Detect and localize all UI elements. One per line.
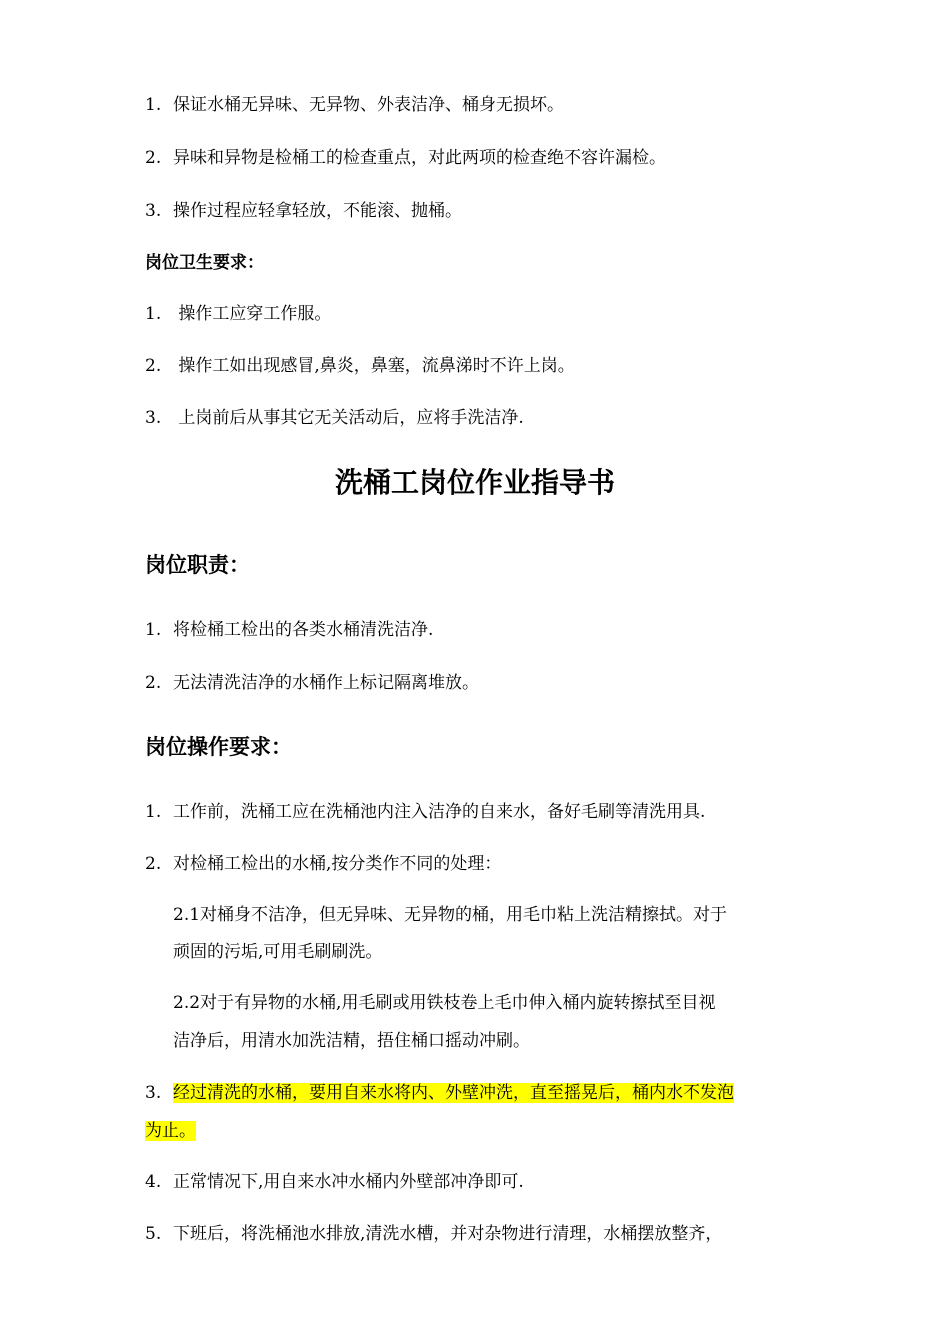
list-item: 5. 下班后，将洗桶池水排放,清洗水槽，并对杂物进行清理，水桶摆放整齐，: [145, 1224, 723, 1244]
list-item-highlighted: 3. 经过清洗的水桶，要用自来水将内、外壁冲洗，直至摇晃后，桶内水不发泡: [145, 1083, 734, 1103]
list-item: 4. 正常情况下,用自来水冲水桶内外壁部冲净即可.: [145, 1172, 524, 1192]
list-item: 3. 上岗前后从事其它无关活动后，应将手洗洁净.: [145, 408, 524, 428]
list-item: 2. 异味和异物是检桶工的检查重点，对此两项的检查绝不容许漏检。: [145, 148, 666, 168]
document-title: 洗桶工岗位作业指导书: [334, 466, 615, 499]
list-item: 1. 将检桶工检出的各类水桶清洗洁净.: [145, 620, 434, 640]
highlighted-text: 经过清洗的水桶，要用自来水将内、外壁冲洗，直至摇晃后，桶内水不发泡: [173, 1083, 734, 1103]
list-item: 1. 保证水桶无异味、无异物、外表洁净、桶身无损坏。: [145, 95, 564, 115]
hygiene-heading: 岗位卫生要求：: [145, 253, 264, 273]
list-item-highlighted-continuation: [145, 1119, 815, 1143]
list-item: 3. 操作过程应轻拿轻放，不能滚、抛桶。: [145, 201, 462, 221]
sub-item-2-1-line: 2.1对桶身不洁净，但无异味、无异物的桶，用毛巾粘上洗洁精擦拭。对于: [173, 905, 728, 925]
list-item: 1. 操作工应穿工作服。: [145, 304, 332, 324]
highlighted-text: 为止。: [145, 1121, 196, 1141]
sub-item-2-1-line: 顽固的污垢,可用毛刷刷洗。: [173, 942, 383, 962]
sub-item-2-2-line: 洁净后，用清水加洗洁精，捂住桶口摇动冲刷。: [173, 1031, 530, 1051]
sub-item-2-2-line: 2.2对于有异物的水桶,用毛刷或用铁枝卷上毛巾伸入桶内旋转擦拭至目视: [173, 993, 716, 1013]
list-item: 1. 工作前，洗桶工应在洗桶池内注入洁净的自来水，备好毛刷等清洗用具.: [145, 802, 706, 822]
list-item: 2. 对检桶工检出的水桶,按分类作不同的处理：: [145, 854, 502, 874]
list-item: 2. 无法清洗洁净的水桶作上标记隔离堆放。: [145, 673, 479, 693]
duty-heading: 岗位职责：: [145, 553, 250, 577]
list-item: 2. 操作工如出现感冒,鼻炎，鼻塞，流鼻涕时不许上岗。: [145, 356, 575, 376]
ops-heading: 岗位操作要求：: [145, 735, 292, 759]
